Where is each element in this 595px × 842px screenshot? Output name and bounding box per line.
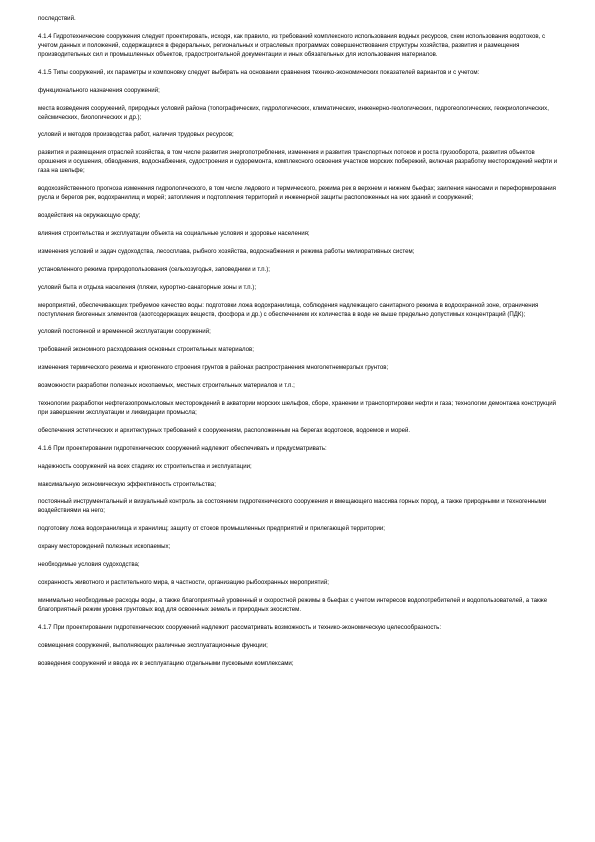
list-item: развития и размещения отраслей хозяйства, в том числе развития энергопотребления, изменения и развития транспортных потоков и роста грузооборота, развития объектов орошения и осушения, обводнения, водоснабжения, судостроения и судоремонта, комплексного освоения участков морских побережий, включая разработку месторождений нефти и газа на шельфе;: [38, 149, 558, 175]
clause-4-1-5: 4.1.5 Типы сооружений, их параметры и компоновку следует выбирать на основании сравнения технико-экономических показателей вариантов и с учетом:: [38, 68, 480, 76]
list-item: функционального назначения сооружений;: [38, 86, 160, 94]
list-item: условий быта и отдыха населения (пляжи, курортно-санаторные зоны и т.п.);: [38, 283, 257, 291]
list-item: мероприятий, обеспечивающих требуемое качество воды: подготовки ложа водохранилища, соблюдения надлежащего санитарного режима в водоохранной зоне, ограничения поступления биогенных элементов (азотсодержащих веществ, фосфора и др.) с обеспечением их количества в воде не выше предельно допустимых концентраций (ПДК);: [38, 301, 539, 318]
list-item: обеспечения эстетических и архитектурных требований к сооружениям, расположенным на берегах водотоков, водоемов и морей.: [38, 426, 411, 434]
list-item: максимальную экономическую эффективность строительства;: [38, 480, 216, 488]
list-item: условий и методов производства работ, наличия трудовых ресурсов;: [38, 131, 234, 139]
list-item: водохозяйственного прогноза изменения гидрологического, в том числе ледового и термического, режима рек в верхнем и нижнем бьефах; заиления наносами и переформирования русла и берегов рек, водохранилищ и морей; затопления и подтопления территорий и инженерной защиты расположенных на них зданий и сооружений;: [38, 185, 556, 202]
list-item: надежность сооружений на всех стадиях их строительства и эксплуатации;: [38, 462, 252, 470]
list-item: требований экономного расходования основных строительных материалов;: [38, 346, 254, 354]
list-item: условий постоянной и временной эксплуатации сооружений;: [38, 328, 211, 336]
list-item: совмещения сооружений, выполняющих различные эксплуатационные функции;: [38, 641, 268, 649]
list-item: установленного режима природопользования (сельхозугодья, заповедники и т.п.);: [38, 265, 270, 273]
list-item: возможности разработки полезных ископаемых, местных строительных материалов и т.п.;: [38, 382, 295, 390]
clause-4-1-6: 4.1.6 При проектировании гидротехнических сооружений надлежит обеспечивать и предусматривать:: [38, 444, 327, 452]
list-item: места возведения сооружений, природных условий района (топографических, гидрологических, климатических, инженерно-геологических, гидрогеологических, геокриологических, сейсмических, биологических и др.);: [38, 104, 549, 121]
list-item: изменения условий и задач судоходства, лесосплава, рыбного хозяйства, водоснабжения и режима работы мелиоративных систем;: [38, 247, 415, 255]
list-item: влияния строительства и эксплуатации объекта на социальные условия и здоровье населения;: [38, 230, 310, 238]
list-item: охрану месторождений полезных ископаемых;: [38, 543, 171, 551]
list-item: воздействия на окружающую среду;: [38, 212, 141, 220]
list-item: сохранность животного и растительного мира, в частности, организацию рыбоохранных мероприятий;: [38, 579, 329, 587]
list-item: постоянный инструментальный и визуальный контроль за состоянием гидротехнического сооружения и вмещающего массива горных пород, а также природными и техногенными воздействиями на него;: [38, 498, 547, 515]
clause-4-1-4: 4.1.4 Гидротехнические сооружения следует проектировать, исходя, как правило, из требований комплексного использования водных ресурсов, схем использования водотоков, с учетом данных и положений, содержащихся в федеральных, региональных и отраслевых программах совершенствования структуры хозяйства, развития и размещения производительных сил и промышленных объектов, градостроительной документации и иных обязательных для использования материалов.: [38, 32, 546, 58]
list-item: минимально необходимые расходы воды, а также благоприятный уровенный и скоростной режимы в бьефах с учетом интересов водопотребителей и водопользователей, а также благоприятный режим уровня грунтовых вод для освоенных земель и природных экосистем.: [38, 596, 548, 613]
list-item: изменения термического режима и криогенного строения грунтов в районах распространения многолетнемерзлых грунтов;: [38, 364, 389, 372]
list-item: технологии разработки нефтегазопромысловых месторождений в акватории морских шельфов, сборе, хранении и транспортировки нефти и газа; технологии демонтажа конструкций при завершении эксплуатации и ликвидации промысла;: [38, 400, 557, 417]
clause-4-1-7: 4.1.7 При проектировании гидротехнических сооружений надлежит рассматривать возможность и технико-экономическую целесообразность:: [38, 623, 442, 631]
list-item: необходимые условия судоходства;: [38, 561, 140, 569]
paragraph-consequences: последствий.: [38, 15, 76, 22]
document-page: [38, 14, 560, 677]
list-item: возведения сооружений и ввода их в эксплуатацию отдельными пусковыми комплексами;: [38, 659, 294, 667]
list-item: подготовку ложа водохранилища и хранилищ; защиту от стоков промышленных предприятий и прилегающей территории;: [38, 525, 385, 533]
